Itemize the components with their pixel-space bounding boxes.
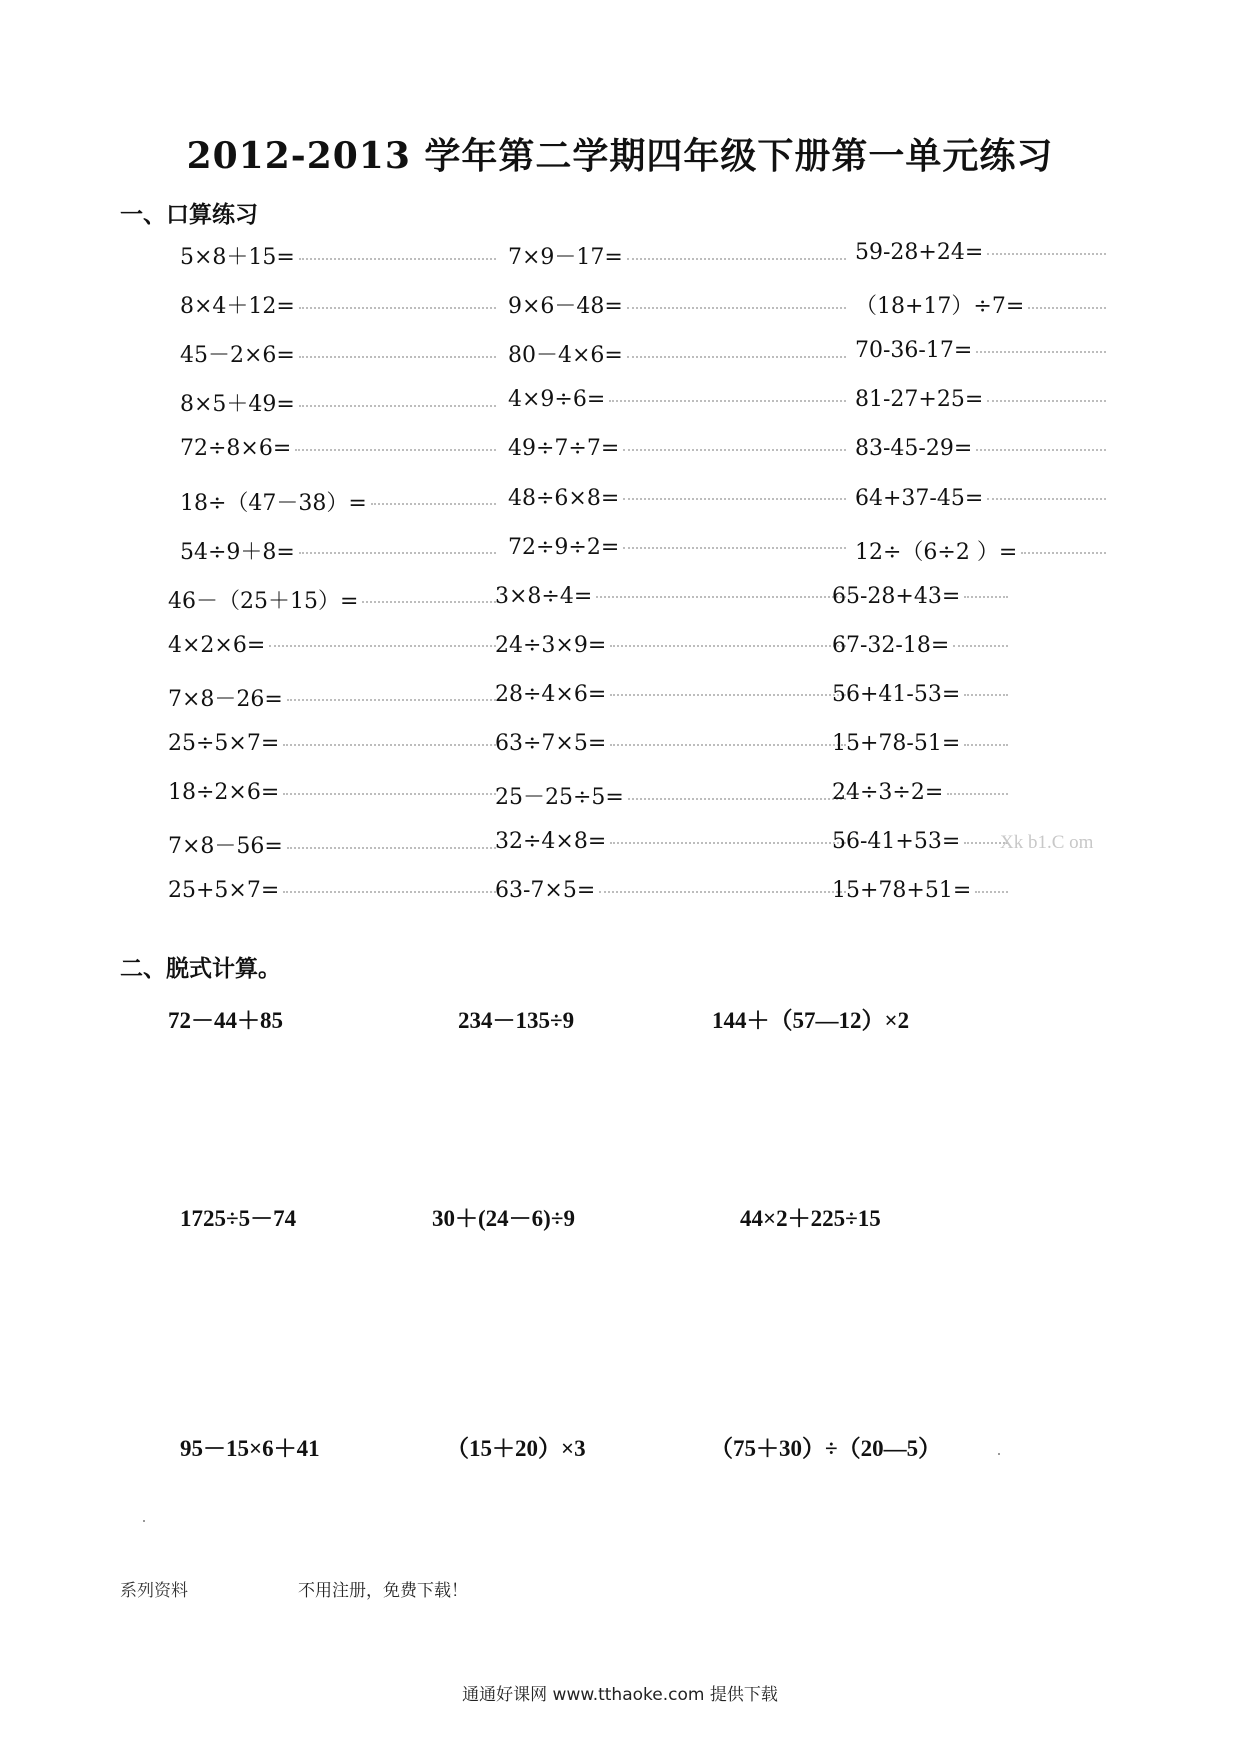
oral-problem xyxy=(832,780,1008,805)
answer-blank-line[interactable] xyxy=(987,399,1106,402)
oral-problem xyxy=(168,780,496,805)
answer-blank-line[interactable] xyxy=(283,792,496,795)
oral-problem-text: 25－25÷5= xyxy=(495,785,624,811)
answer-blank-line[interactable] xyxy=(299,257,496,260)
oral-problem-text: 63÷7×5= xyxy=(495,731,607,756)
step-calculation-problem: 95－15×6＋41 xyxy=(180,1436,320,1461)
oral-problem xyxy=(855,289,1106,320)
oral-problem-text: 8×4＋12= xyxy=(180,294,295,320)
step-calculation-problem: （15＋20）×3 xyxy=(446,1436,586,1461)
oral-problem-text: 63-7×5= xyxy=(495,878,596,904)
step-calculation-problem: 1725÷5－74 xyxy=(180,1206,297,1231)
oral-problem xyxy=(832,633,1008,658)
oral-problem-text: 15+78+51= xyxy=(832,878,972,904)
oral-problem-text: 64+37-45= xyxy=(855,485,984,511)
oral-problem xyxy=(168,584,496,615)
answer-blank-line[interactable] xyxy=(596,595,846,598)
answer-blank-line[interactable] xyxy=(362,600,496,603)
answer-blank-line[interactable] xyxy=(953,644,1008,647)
scan-speck xyxy=(143,1520,145,1522)
oral-problem xyxy=(495,829,846,854)
answer-blank-line[interactable] xyxy=(987,252,1106,255)
oral-problem xyxy=(180,436,496,461)
oral-problem xyxy=(508,240,846,271)
answer-blank-line[interactable] xyxy=(610,743,846,746)
oral-problem-text: 8×5＋49= xyxy=(180,392,295,418)
answer-blank-line[interactable] xyxy=(610,644,846,647)
oral-problem xyxy=(508,486,846,511)
oral-problem xyxy=(495,682,846,707)
answer-blank-line[interactable] xyxy=(599,890,846,893)
oral-problem xyxy=(180,535,496,566)
oral-problem xyxy=(168,682,496,713)
answer-blank-line[interactable] xyxy=(299,306,496,309)
oral-problem-text: 3×8÷4= xyxy=(495,583,593,609)
oral-problem-text: 46－（25＋15）= xyxy=(168,588,359,614)
oral-problem xyxy=(855,338,1106,363)
answer-blank-line[interactable] xyxy=(627,355,846,358)
oral-problem-text: 72÷9÷2= xyxy=(508,534,620,560)
answer-blank-line[interactable] xyxy=(976,448,1106,451)
oral-problem-text: 4×2×6= xyxy=(168,632,266,658)
oral-problem xyxy=(508,535,846,560)
oral-problem xyxy=(832,682,1008,707)
answer-blank-line[interactable] xyxy=(269,644,496,647)
answer-blank-line[interactable] xyxy=(609,399,846,402)
section-oral-calculation-heading: 一、口算练习 xyxy=(120,201,258,228)
oral-problem-text: 45－2×6= xyxy=(180,343,295,369)
answer-blank-line[interactable] xyxy=(1021,551,1106,554)
oral-problem-text: 7×9－17= xyxy=(508,245,623,270)
oral-problem-text: 56+41-53= xyxy=(832,681,961,707)
oral-problem xyxy=(508,436,846,461)
step-calculation-problem: 72－44＋85 xyxy=(168,1008,283,1033)
answer-blank-line[interactable] xyxy=(299,551,496,554)
answer-blank-line[interactable] xyxy=(975,890,1008,893)
oral-problem xyxy=(855,486,1106,511)
answer-blank-line[interactable] xyxy=(371,502,496,505)
answer-blank-line[interactable] xyxy=(964,595,1008,598)
oral-problem-text: 48÷6×8= xyxy=(508,485,620,511)
answer-blank-line[interactable] xyxy=(610,841,846,844)
oral-problem-text: （18+17）÷7= xyxy=(855,294,1025,320)
answer-blank-line[interactable] xyxy=(295,448,496,451)
oral-problem-text: 25+5×7= xyxy=(168,878,280,904)
oral-problem-text: 59-28+24= xyxy=(855,240,984,265)
oral-problem-text: 67-32-18= xyxy=(832,632,950,658)
answer-blank-line[interactable] xyxy=(964,743,1008,746)
step-calculation-problem: 234－135÷9 xyxy=(458,1008,575,1033)
oral-problem-text: 72÷8×6= xyxy=(180,436,292,462)
answer-blank-line[interactable] xyxy=(283,743,496,746)
step-calculation-problem: 44×2＋225÷15 xyxy=(740,1206,881,1231)
answer-blank-line[interactable] xyxy=(287,698,496,701)
footer-series-label: 系列资料 xyxy=(120,1581,188,1601)
oral-problem xyxy=(168,829,496,860)
oral-problem xyxy=(832,584,1008,609)
oral-problem-text: 24÷3×9= xyxy=(495,632,607,658)
oral-problem-text: 80－4×6= xyxy=(508,343,623,369)
oral-problem xyxy=(832,878,1008,903)
oral-problem xyxy=(168,633,496,658)
oral-problem-text: 7×8－26= xyxy=(168,686,283,712)
section-step-calculation-heading: 二、脱式计算。 xyxy=(120,955,281,982)
answer-blank-line[interactable] xyxy=(976,350,1106,353)
oral-problem-text: 54÷9＋8= xyxy=(180,539,295,565)
answer-blank-line[interactable] xyxy=(947,792,1008,795)
oral-problem-text: 32÷4×8= xyxy=(495,829,607,855)
oral-problem xyxy=(495,878,846,903)
footer-site-credit: 通通好课网 www.tthaoke.com 提供下载 xyxy=(462,1685,778,1705)
oral-problem-text: 25÷5×7= xyxy=(168,731,280,756)
oral-problem-text: 56-41+53= xyxy=(832,829,961,855)
answer-blank-line[interactable] xyxy=(628,797,846,800)
oral-problem-text: 65-28+43= xyxy=(832,583,961,609)
answer-blank-line[interactable] xyxy=(964,693,1008,696)
answer-blank-line[interactable] xyxy=(627,257,846,260)
oral-problem xyxy=(855,240,1106,265)
oral-problem-text: 7×8－56= xyxy=(168,834,283,860)
oral-problem-text: 18÷（47－38）= xyxy=(180,490,367,516)
oral-problem xyxy=(495,633,846,658)
answer-blank-line[interactable] xyxy=(623,497,846,500)
oral-problem xyxy=(855,535,1106,566)
scan-speck xyxy=(998,1453,1000,1455)
watermark-text: Xk b1.C om xyxy=(1000,832,1094,853)
oral-problem xyxy=(180,338,496,369)
oral-problem xyxy=(180,387,496,418)
oral-problem-text: 15+78-51= xyxy=(832,731,961,756)
oral-problem xyxy=(495,584,846,609)
oral-problem-text: 9×6－48= xyxy=(508,294,623,320)
answer-blank-line[interactable] xyxy=(287,846,496,849)
answer-blank-line[interactable] xyxy=(623,448,846,451)
answer-blank-line[interactable] xyxy=(627,306,846,309)
oral-problem-text: 81-27+25= xyxy=(855,387,984,413)
oral-problem xyxy=(495,731,846,756)
oral-problem-text: 24÷3÷2= xyxy=(832,780,944,806)
oral-problem xyxy=(180,240,496,271)
answer-blank-line[interactable] xyxy=(1028,306,1106,309)
oral-problem-text: 28÷4×6= xyxy=(495,681,607,707)
oral-problem-text: 12÷（6÷2 ）= xyxy=(855,539,1018,565)
answer-blank-line[interactable] xyxy=(610,693,846,696)
oral-problem-text: 4×9÷6= xyxy=(508,387,606,413)
answer-blank-line[interactable] xyxy=(299,404,496,407)
oral-problem-text: 18÷2×6= xyxy=(168,780,280,806)
oral-problem xyxy=(168,878,496,903)
oral-problem xyxy=(495,780,846,811)
answer-blank-line[interactable] xyxy=(283,890,496,893)
footer-free-download-note: 不用注册，免费下载！ xyxy=(298,1581,468,1601)
oral-problem xyxy=(832,829,1008,854)
oral-problem-text: 83-45-29= xyxy=(855,436,973,462)
oral-problem xyxy=(180,486,496,517)
oral-problem xyxy=(855,436,1106,461)
step-calculation-problem: 30＋(24－6)÷9 xyxy=(432,1206,575,1231)
oral-problem xyxy=(168,731,496,756)
oral-problem xyxy=(855,387,1106,412)
oral-problem-text: 49÷7÷7= xyxy=(508,436,620,462)
oral-problem-text: 70-36-17= xyxy=(855,338,973,364)
oral-problem xyxy=(508,289,846,320)
step-calculation-problem: （75＋30）÷（20—5） xyxy=(710,1436,942,1461)
answer-blank-line[interactable] xyxy=(623,546,846,549)
page-title: 2012-2013 学年第二学期四年级下册第一单元练习 xyxy=(186,135,1054,177)
oral-problem xyxy=(832,731,1008,756)
answer-blank-line[interactable] xyxy=(299,355,496,358)
oral-problem-text: 5×8＋15= xyxy=(180,245,295,270)
oral-problem xyxy=(508,387,846,412)
answer-blank-line[interactable] xyxy=(987,497,1106,500)
step-calculation-problem: 144＋（57—12）×2 xyxy=(712,1008,910,1033)
oral-problem xyxy=(180,289,496,320)
oral-problem xyxy=(508,338,846,369)
